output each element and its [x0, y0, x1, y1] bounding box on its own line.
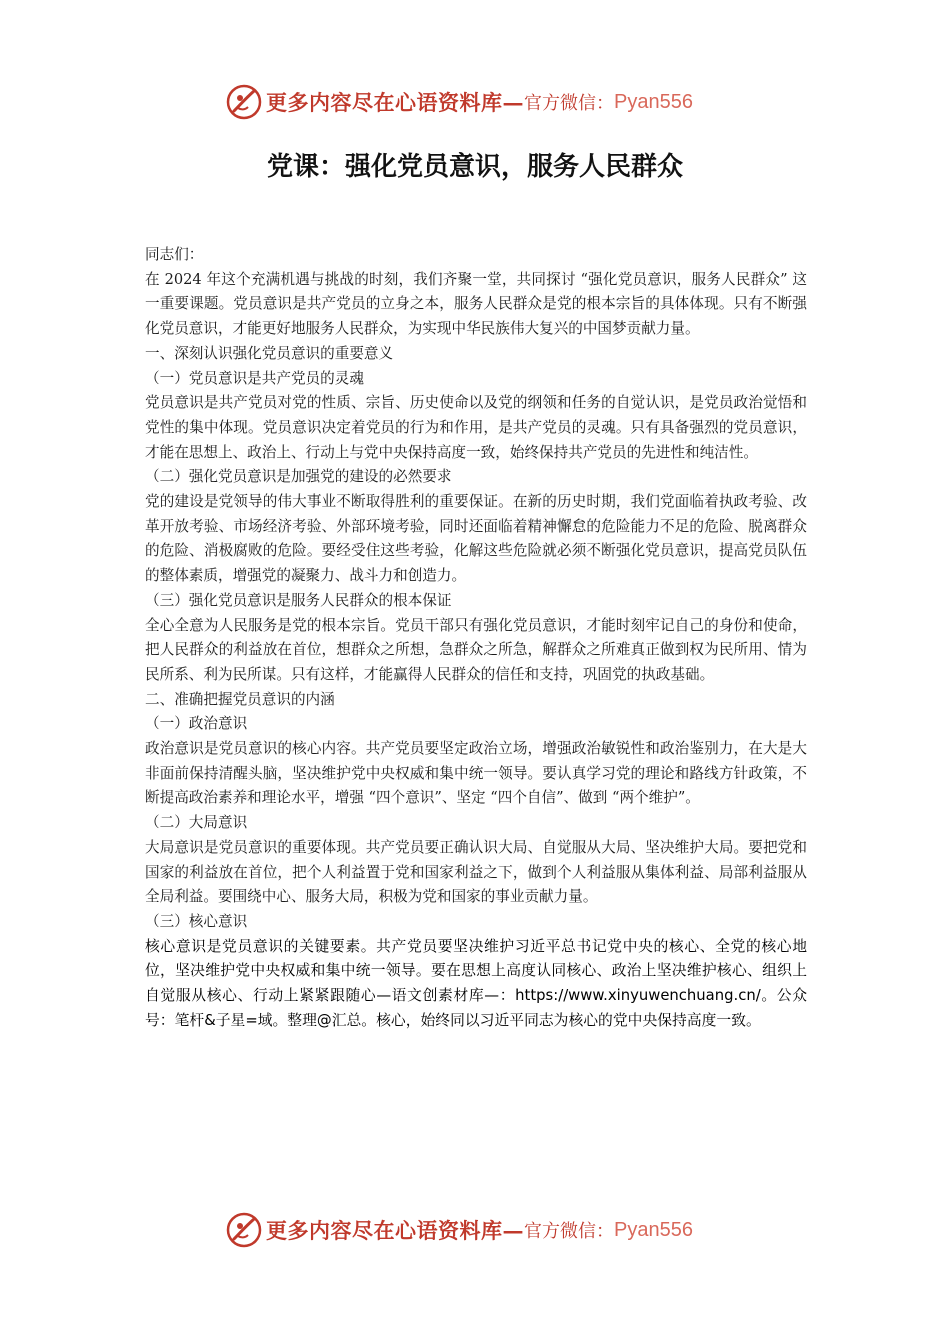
paragraph: 核心意识是党员意识的关键要素。共产党员要坚决维护习近平总书记党中央的核心、全党的核心地位，坚决维护党中央权威和集中统一领导。要在思想上高度认同核心、政治上坚决维护核心、组织上自觉服从核心、行动上紧紧跟随心—语文创素材库—：https://www.xinyuwenchuang.cn/。公众号：笔杆&子星=域。整理@汇总。核心，始终同以习近平同志为核心的党中央保持高度一致。 — [145, 937, 807, 1029]
subsection-heading: （三）核心意识 — [145, 912, 248, 930]
paragraph: 在 2024 年这个充满机遇与挑战的时刻，我们齐聚一堂，共同探讨 “强化党员意识，服务人民群众” 这一重要课题。党员意识是共产党员的立身之本，服务人民群众是党的根本宗旨的具体体现。只有不断强化党员意识，才能更好地服务人民群众，为实现中华民族伟大复兴的中国梦贡献力量。 — [145, 270, 807, 338]
brand-logo-icon — [226, 1212, 262, 1248]
paragraph: 同志们： — [145, 246, 204, 263]
banner-text: 更多内容尽在心语资料库— — [266, 90, 524, 115]
subsection-heading: （三）强化党员意识是服务人民群众的根本保证 — [145, 591, 452, 609]
subsection-heading: （一）政治意识 — [145, 715, 248, 733]
paragraph: 党员意识是共产党员对党的性质、宗旨、历史使命以及党的纲领和任务的自觉认识，是党员政治觉悟和党性的集中体现。党员意识决定着党员的行为和作用，是共产党员的灵魂。只有具备强烈的党员意识，才能在思想上、政治上、行动上与党中央保持高度一致，始终保持共产党员的先进性和纯洁性。 — [145, 394, 807, 461]
banner-wechat-label: 官方微信： — [524, 93, 614, 114]
document-body — [145, 243, 807, 1034]
paragraph: 全心全意为人民服务是党的根本宗旨。党员干部只有强化党员意识，才能时刻牢记自己的身份和使命，把人民群众的利益放在首位，想群众之所想，急群众之所急，解群众之所难真正做到权为民所用、情为民所系、利为民所谋。只有这样，才能赢得人民群众的信任和支持，巩固党的执政基础。 — [145, 616, 807, 683]
banner-wechat-id: Pyan556 — [614, 1218, 693, 1241]
footer-banner — [226, 1210, 726, 1250]
section-heading: 二、准确把握党员意识的内涵 — [145, 690, 335, 708]
page-title: 党课：强化党员意识，服务人民群众 — [266, 152, 683, 182]
subsection-heading: （二）强化党员意识是加强党的建设的必然要求 — [145, 468, 452, 486]
banner-text: 更多内容尽在心语资料库— — [266, 1218, 524, 1243]
paragraph: 党的建设是党领导的伟大事业不断取得胜利的重要保证。在新的历史时期，我们党面临着执政考验、改革开放考验、市场经济考验、外部环境考验，同时还面临着精神懈怠的危险能力不足的危险、脱离群众的危险、消极腐败的危险。要经受住这些考验，化解这些危险就必须不断强化党员意识，提高党员队伍的整体素质，增强党的凝聚力、战斗力和创造力。 — [145, 493, 807, 585]
paragraph: 政治意识是党员意识的核心内容。共产党员要坚定政治立场，增强政治敏锐性和政治鉴别力，在大是大非面前保持清醒头脑，坚决维护党中央权威和集中统一领导。要认真学习党的理论和路线方针政策，不断提高政治素养和理论水平，增强 “四个意识”、坚定 “四个自信”、做到 “两个维护”。 — [145, 740, 807, 807]
paragraph: 大局意识是党员意识的重要体现。共产党员要正确认识大局、自觉服从大局、坚决维护大局。要把党和国家的利益放在首位，把个人利益置于党和国家利益之下，做到个人利益服从集体利益、局部利益服从全局利益。要围绕中心、服务大局，积极为党和国家的事业贡献力量。 — [145, 838, 807, 906]
banner-wechat-label: 官方微信： — [524, 1221, 614, 1242]
subsection-heading: （二）大局意识 — [145, 814, 248, 832]
subsection-heading: （一）党员意识是共产党员的灵魂 — [145, 369, 364, 387]
brand-logo-icon — [226, 84, 262, 120]
header-banner — [226, 82, 726, 122]
banner-wechat-id: Pyan556 — [614, 90, 693, 113]
section-heading: 一、深刻认识强化党员意识的重要意义 — [145, 344, 394, 362]
